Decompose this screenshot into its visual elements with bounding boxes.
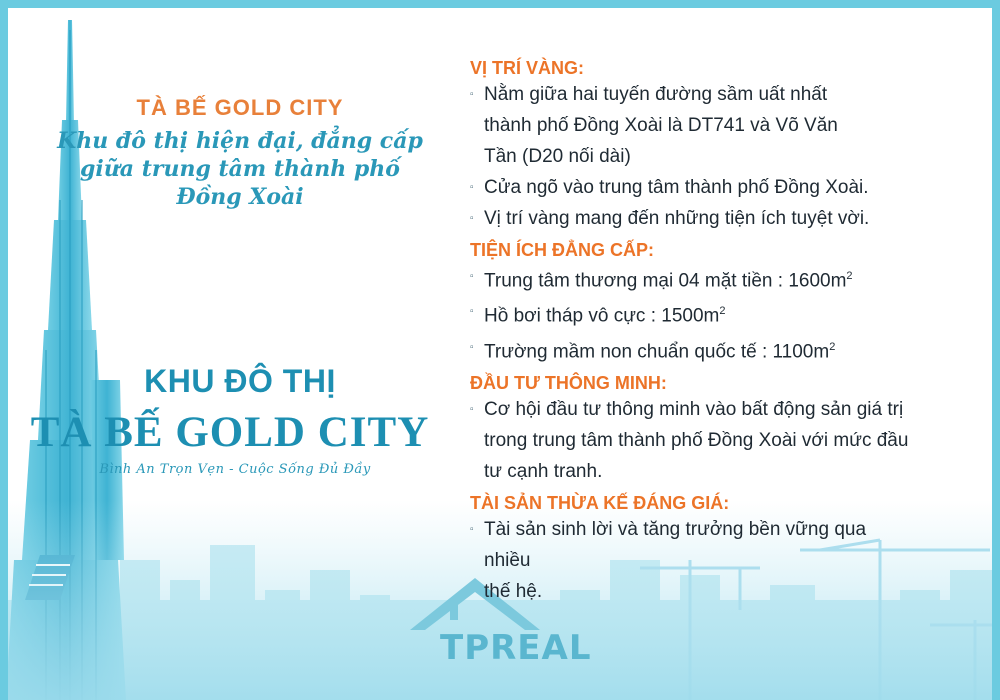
brand-title: TÀ BẾ GOLD CITY xyxy=(136,95,344,120)
item-line: Trung tâm thương mại 04 mặt tiền : 1600m xyxy=(484,270,847,292)
list-item xyxy=(470,261,915,296)
headline-primary: KHU ĐÔ THỊ xyxy=(144,363,336,399)
item-line: trong trung tâm thành phố Đồng Xoài với mức đầu xyxy=(484,429,909,451)
intro-block xyxy=(40,95,440,211)
tagline-line: Đồng Xoài xyxy=(176,184,304,210)
list-item xyxy=(470,203,915,234)
item-line: Cửa ngõ vào trung tâm thành phố Đồng Xoài. xyxy=(484,177,869,198)
list-item xyxy=(470,172,915,203)
item-line: Cơ hội đầu tư thông minh vào bất động sản giá trị xyxy=(484,398,904,420)
bullet-icon: ▫ xyxy=(470,89,474,100)
superscript: 2 xyxy=(829,340,836,353)
superscript: 2 xyxy=(846,270,853,282)
section-golden-location xyxy=(470,58,915,234)
item-line: tư cạnh tranh. xyxy=(484,460,603,482)
slogan: Bình An Trọn Vẹn - Cuộc Sống Đủ Đầy xyxy=(99,462,371,477)
tagline-line: giữa trung tâm thành phố xyxy=(80,156,400,182)
item-line: Tần (D20 nối dài) xyxy=(484,146,631,167)
section-title: ĐẦU TƯ THÔNG MINH: xyxy=(470,372,667,393)
item-line: thế hệ. xyxy=(484,580,543,602)
section-title: TIỆN ÍCH ĐẲNG CẤP: xyxy=(470,240,654,260)
bullet-icon: ▫ xyxy=(470,306,474,318)
list-item xyxy=(470,394,915,487)
item-line: thành phố Đồng Xoài là DT741 và Võ Văn xyxy=(484,115,838,136)
bullet-icon: ▫ xyxy=(470,271,474,282)
item-line: Tài sản sinh lời và tăng trưởng bền vững qua nhiều xyxy=(484,518,867,571)
tpreal-logo: TPREAL xyxy=(440,628,592,668)
features-list xyxy=(470,58,915,613)
tagline xyxy=(40,127,440,211)
list-item xyxy=(470,296,915,331)
section-legacy-asset xyxy=(470,493,915,607)
item-line: Hồ bơi tháp vô cực : 1500m xyxy=(484,305,720,327)
bullet-icon: ▫ xyxy=(470,213,474,224)
item-line: Nằm giữa hai tuyến đường sầm uất nhất xyxy=(484,84,828,105)
bullet-icon: ▫ xyxy=(470,182,474,193)
item-line: Vị trí vàng mang đến những tiện ích tuyệt vời. xyxy=(484,208,870,229)
section-title: VỊ TRÍ VÀNG: xyxy=(470,58,585,78)
list-item xyxy=(470,332,915,367)
superscript: 2 xyxy=(719,305,726,318)
list-item xyxy=(470,514,915,607)
section-smart-investment xyxy=(470,373,915,487)
bullet-icon: ▫ xyxy=(470,341,474,353)
section-premium-amenities xyxy=(470,240,915,367)
tagline-line: Khu đô thị hiện đại, đẳng cấp xyxy=(57,128,423,154)
list-item xyxy=(470,79,915,172)
section-title: TÀI SẢN THỪA KẾ ĐÁNG GIÁ: xyxy=(470,492,730,513)
bullet-icon: ▫ xyxy=(470,403,474,415)
headline-project-name: TÀ BẾ GOLD CITY xyxy=(30,409,430,456)
item-line: Trường mầm non chuẩn quốc tế : 1100m xyxy=(484,340,830,362)
bullet-icon: ▫ xyxy=(470,523,474,535)
